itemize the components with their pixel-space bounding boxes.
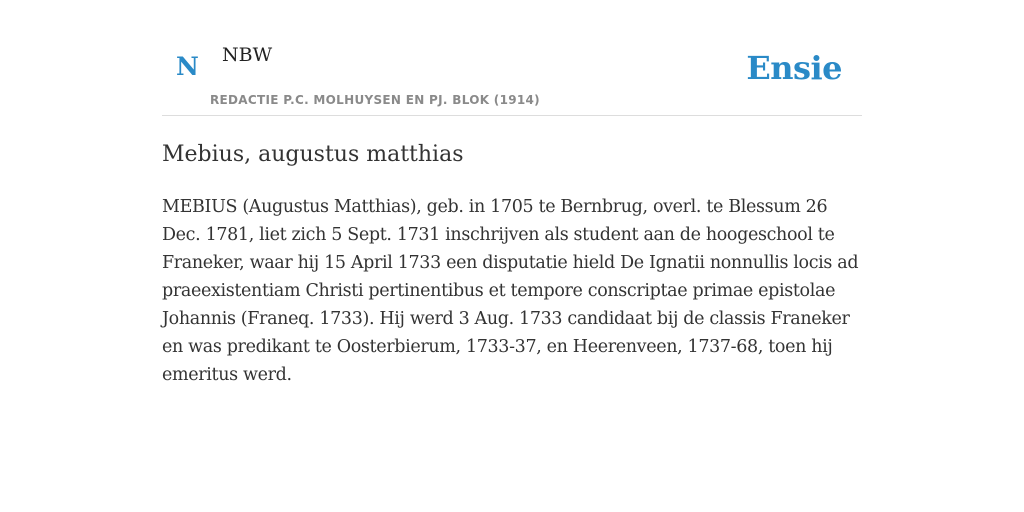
page bbox=[162, 0, 862, 389]
entry-body: MEBIUS (Augustus Matthias), geb. in 1705 te Bernbrug, overl. te Blessum 26 Dec. 1781, liet zich 5 Sept. 1731 inschrijven als student aan de hoogeschool te Franeker, waar hij 15 April 1733 een disputatie hield De Ignatii nonnullis locis ad praeexistentiam Christi pertinentibus et tempore conscriptae primae epistolae Johannis (Franeq. 1733). Hij werd 3 Aug. 1733 candidaat bij de classis Franeker en was predikant te Oosterbierum, 1733-37, en Heerenveen, 1737-68, toen hij emeritus werd. bbox=[162, 197, 859, 385]
source-header bbox=[162, 0, 862, 116]
source-editors: REDACTIE P.C. MOLHUYSEN EN PJ. BLOK (1914) bbox=[210, 93, 540, 107]
brand-logo[interactable]: Ensie bbox=[746, 49, 842, 87]
source-logo[interactable]: N bbox=[176, 52, 199, 81]
entry-title: Mebius, augustus matthias bbox=[162, 142, 464, 167]
source-title[interactable]: NBW bbox=[222, 44, 273, 66]
